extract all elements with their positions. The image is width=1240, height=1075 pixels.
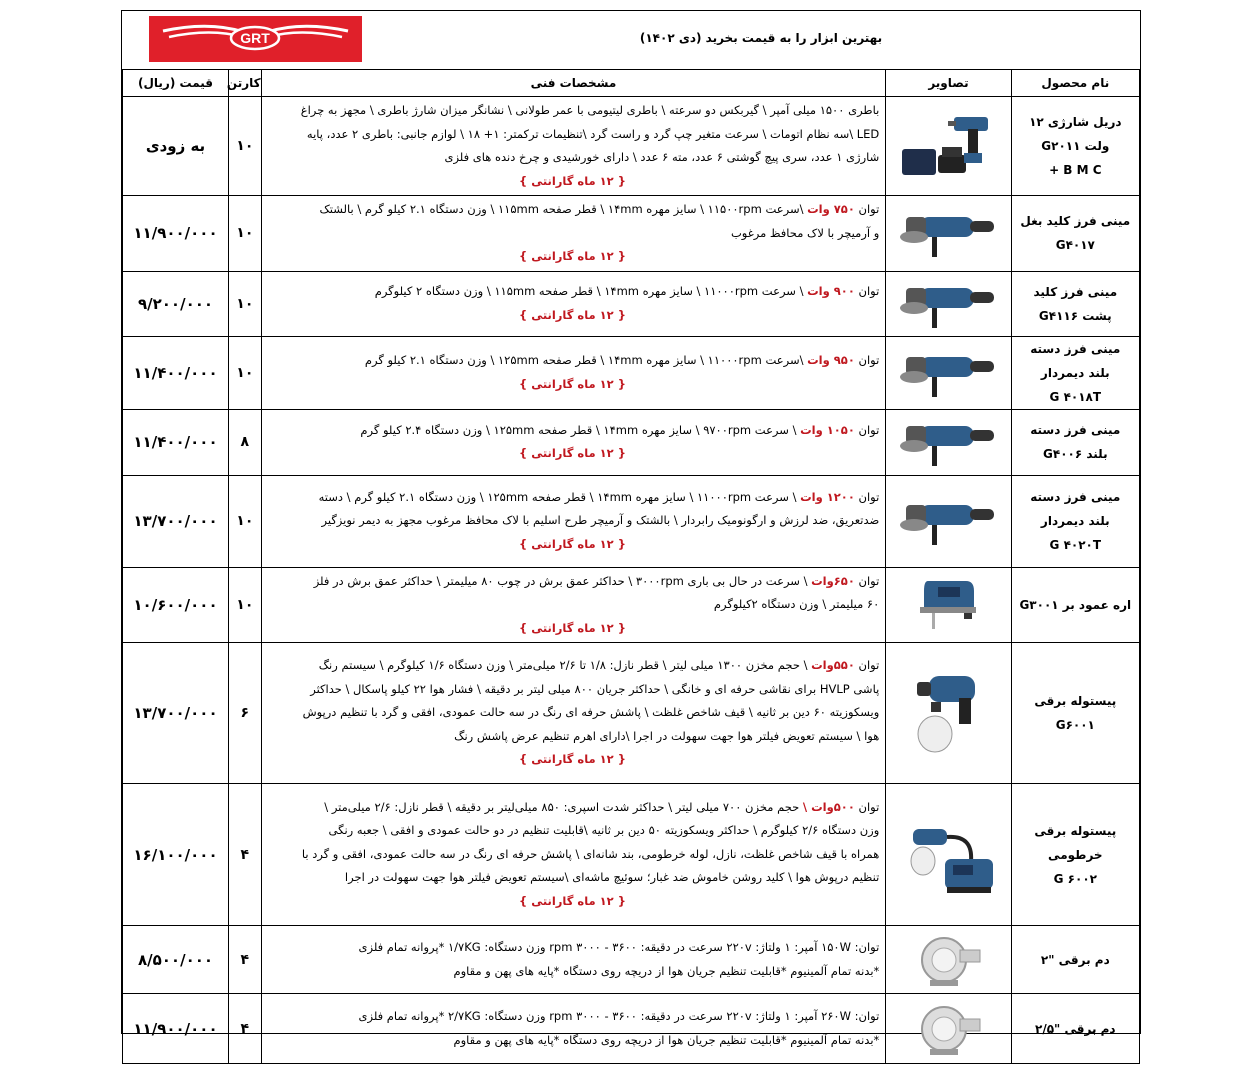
product-specs-cell [261,926,886,994]
product-price: ۱۱/۴۰۰/۰۰۰ [123,336,229,409]
product-price: ۱۱/۴۰۰/۰۰۰ [123,409,229,475]
product-image-cell [886,784,1011,926]
product-name: پیستوله برقی خرطومی [1034,823,1117,862]
header-row [122,11,1140,70]
angle-grinder-icon [886,412,1010,472]
spec-power-prefix: توان [854,799,880,814]
warranty-note: { ۱۲ ماه گارانتی } [519,173,626,188]
carton-qty: ۱۰ [229,97,262,196]
page-title: بهترین ابزار را به قیمت بخرید (دی ۱۴۰۲) [639,31,883,45]
spec-line [266,936,880,960]
spec-text: LED \سه نظام اتومات \ سرعت متغیر چپ گرد و راست گرد \تنظیمات ترکمتر: ۱+ ۱۸ \ لوازم جانبی: باطری ۲ عدد، پایه [306,126,880,141]
table-row [123,97,1140,196]
product-price: ۸/۵۰۰/۰۰۰ [123,926,229,994]
grt-logo [149,16,362,62]
carton-qty: ۸ [229,409,262,475]
price-table [122,69,1140,1064]
spec-text: \ سرعت در حال بی باری ۳۰۰۰rpm \ حداکثر عمق برش در چوب ۸۰ میلیمتر \ حداکثر عمق برش در فلز [313,573,808,588]
table-row [123,567,1140,643]
table-row [123,475,1140,567]
product-specs-cell [261,196,886,272]
spec-text: ضدتعریق، ضد لرزش و ارگونومیک رابردار \ بالشتک و آرمیچر طرح اسلیم با لاک محافظ مرغوب مجهز به دیمر نویزگیر [321,513,880,528]
spec-line [266,960,880,984]
warranty-note: { ۱۲ ماه گارانتی } [519,446,626,460]
spec-line [266,796,880,820]
product-specs-cell [261,97,886,196]
spec-power-prefix: توان [854,422,880,437]
spec-text: همراه با قیف شاخص غلظت، نازل، لوله خرطومی، بند شانه‌ای \ پاشش حرفه ای رنگ در سه حالت عمودی، افقی و گرد با [301,846,880,861]
product-image-cell [886,271,1011,336]
product-image-cell [886,409,1011,475]
product-image-cell [886,567,1011,643]
product-price: ۱۰/۶۰۰/۰۰۰ [123,567,229,643]
spec-power: ۵۰۰وات \ [802,799,855,814]
spec-text: *بدنه تمام آلمینیوم *قابلیت تنظیم جریان هوا از دریچه روی دستگاه *پایه های پهن و مقاوم [453,1032,880,1047]
product-name-cell [1011,97,1139,196]
carton-qty: ۴ [229,994,262,1064]
spec-text: هوا \ سیستم تعویض فیلتر هوا جهت سهولت در اجرا \دارای اهرم تنظیم عرض پاشش رنگ [454,728,880,743]
product-specs-cell [261,784,886,926]
cordless-drill-kit-icon [886,111,1010,181]
table-row [123,784,1140,926]
product-name: مینی فرز دسته بلند G۴۰۰۶ [1030,423,1121,461]
spec-line [266,1029,880,1053]
carton-qty: ۶ [229,643,262,784]
product-name-cell [1011,567,1139,643]
product-specs-cell [261,409,886,475]
carton-qty: ۱۰ [229,475,262,567]
product-model: G ۴۰۲۰T [1049,538,1102,552]
spec-line [266,99,880,123]
spec-line [266,819,880,843]
product-image-cell [886,97,1011,196]
spec-text: باطری ۱۵۰۰ میلی آمپر \ گیربکس دو سرعته \ باطری لیتیومی با عمر طولانی \ نشانگر میزان شارژ باطری \ مجهز به چراغ [300,103,880,117]
product-name-cell [1011,643,1139,784]
product-image-cell [886,475,1011,567]
product-name-cell [1011,994,1139,1064]
product-price: ۹/۲۰۰/۰۰۰ [123,271,229,336]
spec-power-prefix: توان [854,489,880,504]
product-price: ۱۱/۹۰۰/۰۰۰ [123,994,229,1064]
spec-text: پاشی HVLP برای نقاشی حرفه ای و خانگی \ حداکثر جریان ۸۰۰ میلی لیتر بر دقیقه \ فشار هوا ۲۲ کیلو پاسکال \ حداکثر [310,681,880,696]
spec-line [266,198,880,222]
spec-line [266,280,880,304]
spec-text: و آرمیچر با لاک محافظ مرغوب [730,225,880,240]
spec-text: \سرعت ۱۱۵۰۰rpm \ سایز مهره ۱۴mm \ قطر صفحه ۱۱۵mm \ وزن دستگاه ۲.۱ کیلو گرم \ بالشتک [319,202,804,216]
spec-line [266,349,880,373]
spec-text: تنظیم درپوش هوا \ کلید روشن خاموش ضد غبار؛ سوئیچ ماشه‌ای \سیستم تعویض فیلتر هوا جهت سهولت در اجرا [344,870,880,885]
spec-line [266,123,880,147]
product-name-cell [1011,475,1139,567]
spec-text: توان: ۲۶۰W آمپر: ۱ ولتاژ: ۲۲۰v سرعت در دقیقه: ۳۶۰۰ - ۳۰۰۰ rpm وزن دستگاه: ۲/۷KG *پروانه تمام فلزی [358,1009,880,1023]
angle-grinder-icon [886,343,1010,403]
product-name: پیستوله برقی G۶۰۰۱ [1034,694,1117,732]
electric-blower-icon [886,930,1010,990]
spec-power-prefix: توان [854,658,880,673]
product-image-cell [886,994,1011,1064]
carton-qty: ۴ [229,784,262,926]
spec-text: \ حجم مخزن ۱۳۰۰ میلی لیتر \ قطر نازل: ۱/۸ تا ۲/۶ میلی‌متر \ وزن دستگاه ۱/۶ کیلوگرم \ سیستم رنگ [318,658,808,673]
spec-power-prefix: توان [854,202,880,216]
warranty-note: { ۱۲ ماه گارانتی } [519,307,626,322]
header-carton: کارتن [229,70,262,97]
warranty-note: { ۱۲ ماه گارانتی } [519,536,626,551]
product-price: ۱۳/۷۰۰/۰۰۰ [123,643,229,784]
spec-text: *بدنه تمام آلمینیوم *قابلیت تنظیم جریان هوا از دریچه روی دستگاه *پایه های پهن و مقاوم [453,963,880,978]
product-name: دم برقی "۲/۵ [1035,1021,1116,1036]
product-name-cell [1011,926,1139,994]
spec-power: ۵۵۰وات [811,658,855,673]
product-image-cell [886,196,1011,272]
spec-text: \سرعت ۱۱۰۰۰rpm \ سایز مهره ۱۴mm \ قطر صفحه ۱۲۵mm \ وزن دستگاه ۲.۱ کیلو گرم [364,353,804,367]
product-specs-cell [261,994,886,1064]
header-image: تصاویر [886,70,1011,97]
product-name: مینی فرز کلید پشت G۴۱۱۶ [1033,284,1118,323]
product-name-cell [1011,784,1139,926]
warranty-note: { ۱۲ ماه گارانتی } [519,249,626,263]
spec-line [266,570,880,594]
header-price: قیمت (ریال) [123,70,229,97]
product-name: مینی فرز کلید بغل G۴۰۱۷ [1020,214,1131,253]
svg-text:GRT: GRT [240,30,270,46]
spec-line [266,654,880,678]
hvlp-spray-station-icon [886,805,1010,905]
product-name: مینی فرز دسته بلند دیمردار [1030,490,1121,528]
spec-text: وزن دستگاه ۲/۶ کیلوگرم \ حداکثر ویسکوزیته ۵۰ دین بر ثانیه \قابلیت تنظیم در دو حالت عمودی و افقی \ جعبه رنگی [328,823,880,838]
spec-text: شارژی ۱ عدد، سری پیچ گوشتی ۶ عدد، مته ۶ عدد \ دارای خورشیدی و چرخ دنده های فلزی [444,150,880,164]
spec-text: حجم مخزن ۷۰۰ میلی لیتر \ حداکثر شدت اسپری: ۸۵۰ میلی‌لیتر بر دقیقه \ قطر نازل: ۲/۶ میلی‌متر \ [324,799,800,814]
price-list-sheet [121,10,1141,1047]
spec-line [266,1005,880,1029]
warranty-note: { ۱۲ ماه گارانتی } [519,620,626,635]
product-price: به زودی [123,97,229,196]
product-specs-cell [261,643,886,784]
header-product-name: نام محصول [1011,70,1139,97]
spec-line [266,866,880,890]
spec-power: ۹۰۰ وات [807,284,855,298]
angle-grinder-icon [886,274,1010,334]
spec-power-prefix: توان [854,353,880,367]
table-row [123,994,1140,1064]
spec-power: ۱۰۵۰ وات [800,422,855,437]
product-model: + B M C [1049,163,1102,177]
product-name: دریل شارژی ۱۲ ولت G۲۰۱۱ [1029,115,1122,153]
angle-grinder-icon [886,491,1010,551]
spec-text: ۶۰ میلیمتر \ وزن دستگاه ۲کیلوگرم [713,597,880,611]
electric-blower-icon [886,999,1010,1059]
table-row [123,336,1140,409]
warranty-note: { ۱۲ ماه گارانتی } [519,376,626,391]
product-specs-cell [261,336,886,409]
product-image-cell [886,643,1011,784]
table-row [123,643,1140,784]
paint-spray-gun-icon [886,668,1010,758]
carton-qty: ۱۰ [229,196,262,272]
product-model: G ۶۰۰۲ [1053,871,1097,886]
product-name-cell [1011,196,1139,272]
spec-line [266,725,880,749]
spec-line [266,146,880,170]
warranty-note: { ۱۲ ماه گارانتی } [519,752,626,767]
spec-power: ۷۵۰ وات [807,202,855,216]
spec-text: توان: ۱۵۰W آمپر: ۱ ولتاژ: ۲۲۰v سرعت در دقیقه: ۳۶۰۰ - ۳۰۰۰ rpm وزن دستگاه: ۱/۷KG *پروانه تمام فلزی [358,940,880,954]
table-row [123,271,1140,336]
angle-grinder-icon [886,203,1010,263]
jigsaw-icon [886,573,1010,637]
spec-line [266,593,880,617]
spec-line [266,486,880,510]
product-specs-cell [261,567,886,643]
table-row [123,196,1140,272]
spec-text: \ سرعت ۹۷۰۰rpm \ سایز مهره ۱۴mm \ قطر صفحه ۱۲۵mm \ وزن دستگاه ۲.۴ کیلو گرم [360,422,797,437]
header-specs: مشخصات فنی [261,70,886,97]
product-name: اره عمود بر G۳۰۰۱ [1019,597,1132,612]
spec-power: ۱۲۰۰ وات [800,489,855,504]
spec-line [266,509,880,533]
carton-qty: ۱۰ [229,271,262,336]
carton-qty: ۱۰ [229,336,262,409]
product-name: دم برقی "۲ [1040,952,1110,967]
table-row [123,926,1140,994]
spec-text: \ سرعت ۱۱۰۰۰rpm \ سایز مهره ۱۴mm \ قطر صفحه ۱۲۵mm \ وزن دستگاه ۲.۱ کیلو گرم \ دسته [318,489,797,504]
product-price: ۱۶/۱۰۰/۰۰۰ [123,784,229,926]
spec-power-prefix: توان [854,573,880,588]
spec-line [266,701,880,725]
product-specs-cell [261,475,886,567]
carton-qty: ۱۰ [229,567,262,643]
spec-line [266,678,880,702]
product-image-cell [886,926,1011,994]
spec-text: ویسکوزیته ۶۰ دین بر ثانیه \ قیف شاخص غلظت \ پاشش حرفه ای رنگ در سه حالت عمودی، افقی و گرد با تنظیم درپوش [302,705,880,720]
spec-text: \ سرعت ۱۱۰۰۰rpm \ سایز مهره ۱۴mm \ قطر صفحه ۱۱۵mm \ وزن دستگاه ۲ کیلوگرم [374,284,804,298]
product-image-cell [886,336,1011,409]
spec-line [266,222,880,246]
product-model: G ۴۰۱۸T [1049,389,1102,404]
product-price: ۱۳/۷۰۰/۰۰۰ [123,475,229,567]
product-specs-cell [261,271,886,336]
table-row [123,409,1140,475]
spec-power-prefix: توان [854,284,880,298]
spec-line [266,843,880,867]
carton-qty: ۴ [229,926,262,994]
spec-power: ۹۵۰ وات [807,353,855,367]
spec-power: ۶۵۰وات [811,573,855,588]
product-name: مینی فرز دسته بلند دیمردار [1030,341,1121,380]
product-name-cell [1011,409,1139,475]
table-header-row [123,70,1140,97]
warranty-note: { ۱۲ ماه گارانتی } [519,893,626,908]
product-price: ۱۱/۹۰۰/۰۰۰ [123,196,229,272]
product-name-cell [1011,271,1139,336]
spec-line [266,419,880,443]
product-name-cell [1011,336,1139,409]
